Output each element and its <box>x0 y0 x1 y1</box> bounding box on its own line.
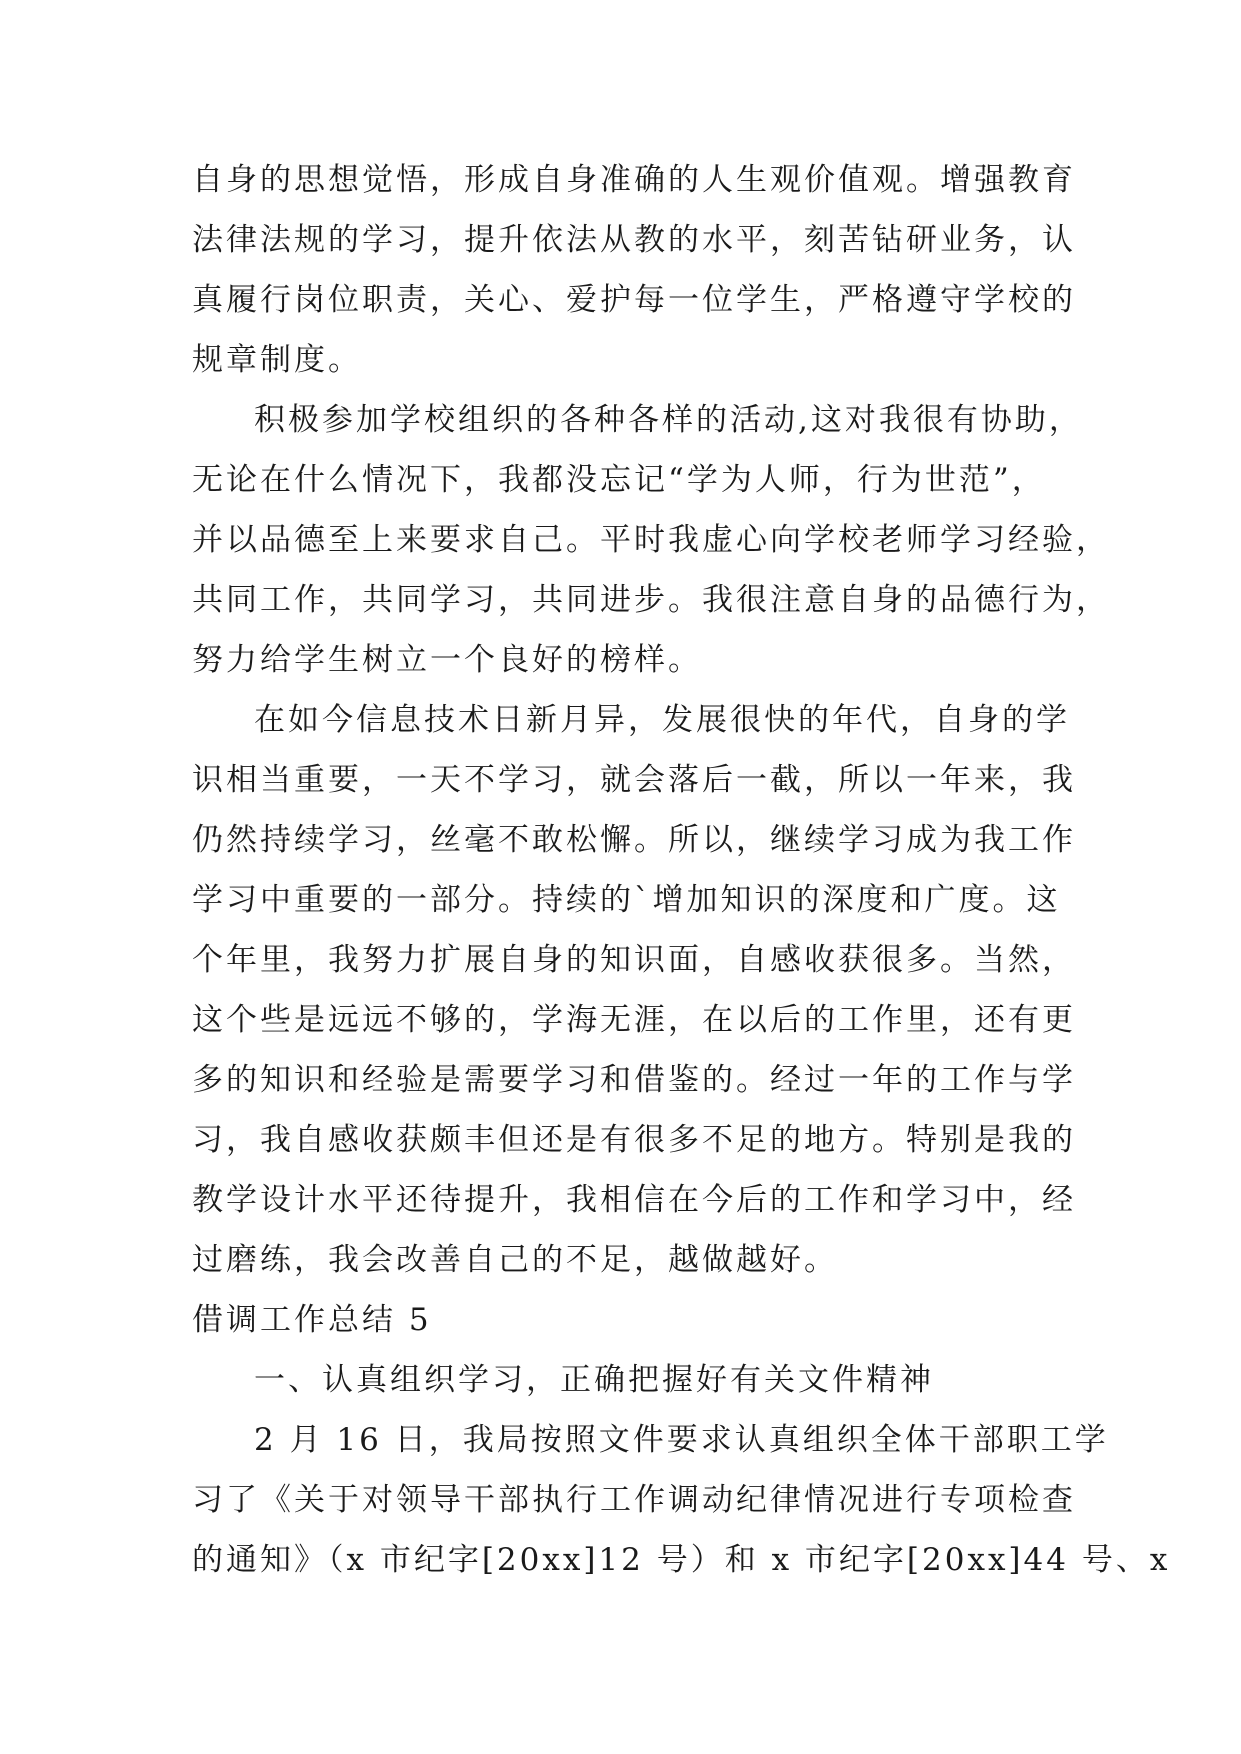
text-line: 学习中重要的一部分。持续的`增加知识的深度和广度。这 <box>192 882 1061 918</box>
text-line: 积极参加学校组织的各种各样的活动,这对我很有协助， <box>254 402 1083 438</box>
text-line: 无论在什么情况下，我都没忘记“学为人师，行为世范”， <box>192 462 1046 498</box>
text-line: 这个些是远远不够的，学海无涯，在以后的工作里，还有更 <box>192 1002 1076 1038</box>
text-line: 自身的思想觉悟，形成自身准确的人生观价值观。增强教育 <box>192 162 1076 198</box>
text-line: 真履行岗位职责，关心、爱护每一位学生，严格遵守学校的 <box>192 282 1076 318</box>
document-body <box>192 150 1171 1590</box>
text-line: 努力给学生树立一个良好的榜样。 <box>192 642 702 678</box>
text-line: 识相当重要，一天不学习，就会落后一截，所以一年来，我 <box>192 762 1076 798</box>
text-line: 2 月 16 日，我局按照文件要求认真组织全体干部职工学 <box>254 1422 1109 1458</box>
text-line: 个年里，我努力扩展自身的知识面，自感收获很多。当然， <box>192 942 1076 978</box>
text-line: 共同工作，共同学习，共同进步。我很注意自身的品德行为， <box>192 582 1110 618</box>
text-line: 的通知》（x 市纪字[20xx]12 号）和 x 市纪字[20xx]44 号、x <box>192 1542 1171 1578</box>
text-line: 习了《关于对领导干部执行工作调动纪律情况进行专项检查 <box>192 1482 1076 1518</box>
text-line: 一、认真组织学习，正确把握好有关文件精神 <box>254 1362 934 1398</box>
text-line: 教学设计水平还待提升，我相信在今后的工作和学习中，经 <box>192 1182 1076 1218</box>
text-line: 在如今信息技术日新月异，发展很快的年代，自身的学 <box>254 702 1070 738</box>
text-line: 并以品德至上来要求自己。平时我虚心向学校老师学习经验， <box>192 522 1110 558</box>
text-line: 法律法规的学习，提升依法从教的水平，刻苦钻研业务，认 <box>192 222 1076 258</box>
text-line: 多的知识和经验是需要学习和借鉴的。经过一年的工作与学 <box>192 1062 1076 1098</box>
text-line: 规章制度。 <box>192 342 362 378</box>
text-line: 仍然持续学习，丝毫不敢松懈。所以，继续学习成为我工作 <box>192 822 1076 858</box>
text-line: 过磨练，我会改善自己的不足，越做越好。 <box>192 1242 838 1278</box>
text-line: 借调工作总结 5 <box>192 1302 432 1338</box>
text-line: 习，我自感收获颇丰但还是有很多不足的地方。特别是我的 <box>192 1122 1076 1158</box>
